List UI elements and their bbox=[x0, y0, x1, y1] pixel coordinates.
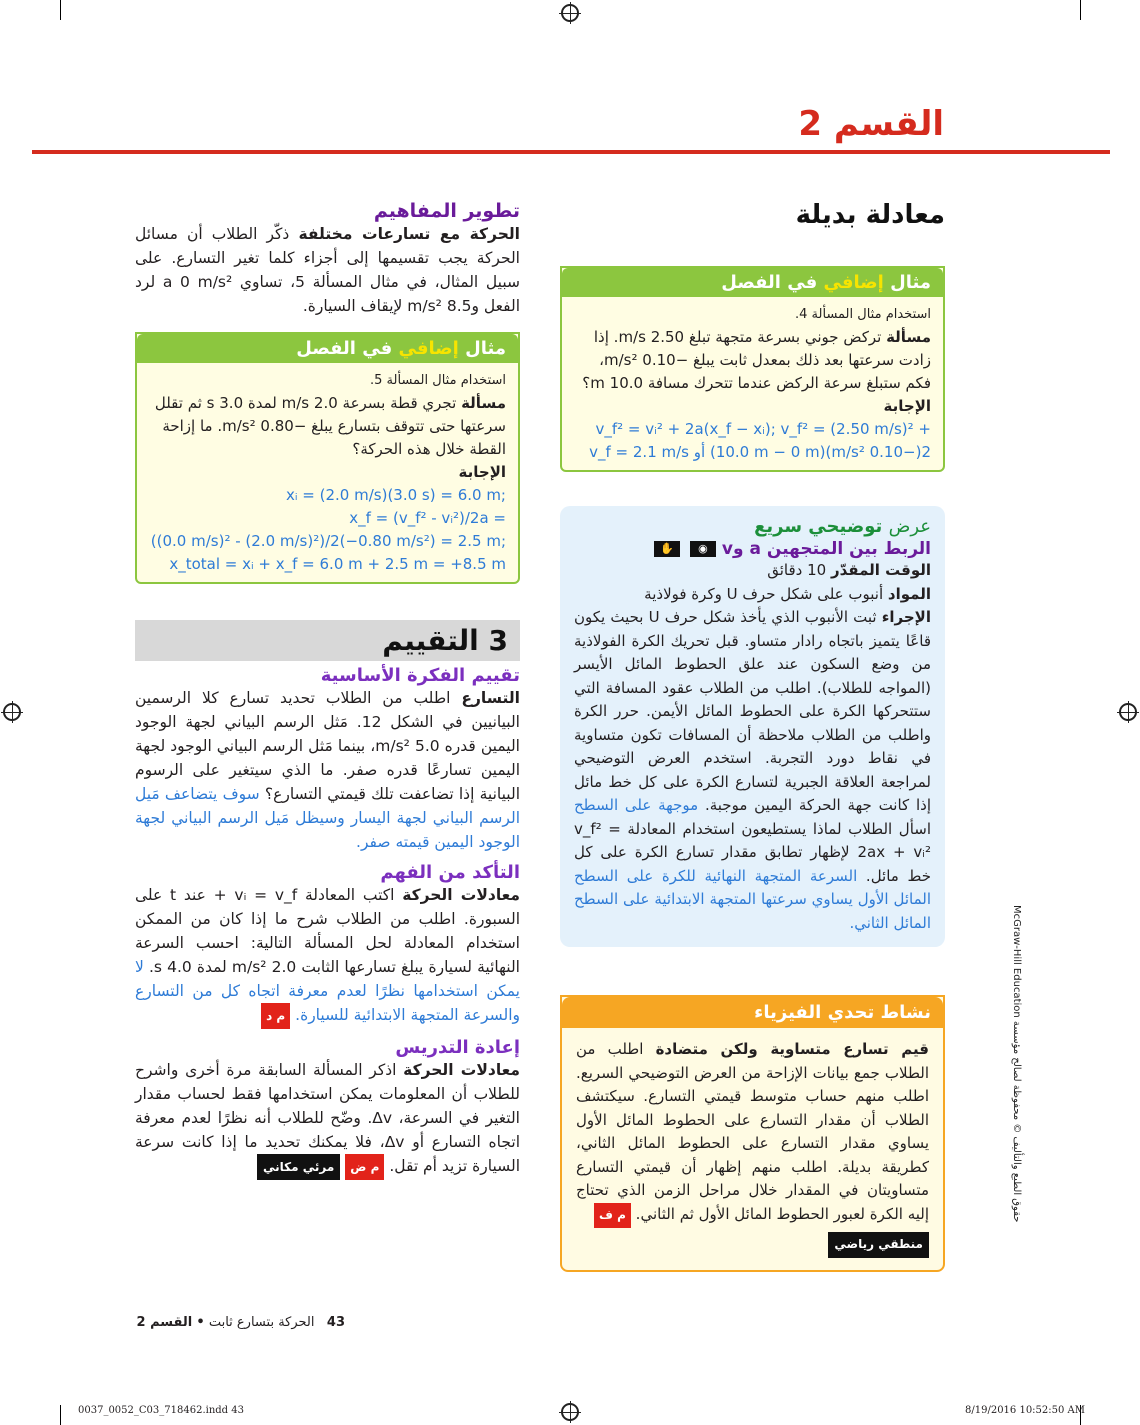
assess-p3-body: اذكر المسألة السابقة مرة أخرى واشرح للطلاب أن المعلومات يمكن استخدامها فقط لحساب مقدار التغير في السرعة، Δv. وضّح للطلاب أنه نظرًا لعدم معرفة اتجاه التسارع أو Δv، فلا يمكنك تحديد ما إذا كانت سرعة السيارة تزيد أم تقل. bbox=[135, 1061, 520, 1175]
tag-logical-math: منطقي رياضي bbox=[828, 1232, 929, 1258]
demo-body bbox=[574, 559, 931, 935]
eye-icon: ◉ bbox=[690, 541, 716, 557]
left-column bbox=[135, 200, 520, 1180]
example-box-body bbox=[137, 363, 518, 582]
chapter-rule bbox=[32, 150, 1110, 154]
demo-materials: أنبوب على شكل حرف U وكرة فولاذية bbox=[644, 584, 884, 603]
tag-md2: م ض bbox=[345, 1154, 384, 1180]
demo-procedure-3: لإظهار تطابق مقدار تسارع الكرة على كل خط مائل. bbox=[574, 843, 932, 885]
file-slug: 0037_0052_C03_718462.indd 43 bbox=[78, 1405, 244, 1416]
answer-line-4: x_total = xᵢ + x_f = 6.0 m + 2.5 m = +8.5 m bbox=[169, 555, 506, 573]
assess-p3-bold: معادلات الحركة bbox=[403, 1061, 520, 1079]
assess-p2-body: اكتب المعادلة vᵢ = v_f + عند t على السبورة. اطلب من الطلاب شرح ما إذا كان من الممكن استخدام المعادلة لحل المسألة التالية: احسب السرعة النهائية لسيارة يبلغ تسارعها الثابت 2.0 m/s² لمدة 4.0 s. bbox=[135, 886, 520, 976]
misconception-bold: الحركة مع تسارعات مختلفة bbox=[298, 225, 520, 243]
demo-time-label: الوقت المقدّر bbox=[830, 561, 931, 579]
example-box-body bbox=[562, 297, 943, 470]
assess-heading-2: التأكد من الفهم bbox=[380, 862, 520, 883]
challenge-body bbox=[562, 1028, 943, 1270]
demo-answer-2: السرعة المتجهة النهائية للكرة على السطح المائل الأول يساوي سرعتها المتجهة الابتدائية على السطح المائل الثاني. bbox=[574, 866, 931, 932]
registration-mark-icon bbox=[561, 1403, 579, 1421]
example-head-pre: مثال bbox=[890, 272, 931, 293]
copyright-sidebar bbox=[1002, 905, 1042, 1265]
section-heading: معادلة بديلة bbox=[795, 200, 945, 230]
demo-materials-label: المواد bbox=[887, 584, 931, 603]
crop-mark bbox=[60, 1405, 61, 1425]
answer-line-1: v_f² = vᵢ² + 2a(x_f − xᵢ); v_f² = (2.50 m/s)² + bbox=[595, 420, 931, 438]
misconception-body: ذكّر الطلاب أن مسائل الحركة يجب تقسيمها إلى أجزاء كلما تغير التسارع. على سبيل المثال، في مثال المسألة 5، تساوي a 0 m/s² لرد الفعل و8.5 m/s² لإيقاف السيارة. bbox=[135, 225, 520, 315]
challenge-text: اطلب من الطلاب جمع بيانات الإزاحة من العرض التوضيحي السريع. اطلب منهم حساب متوسط قيمتي التسارع. سيكتشف الطلاب أن مقدار التسارع على الحطوط المائل الأول يساوي مقدار التسارع على الحطوط المائل الثاني، كطريقة بديلة. اطلب منهم إظهار أن قيمتي التسارع متساويتان في المقدار خلال مراحل الزمن الذي تحتاج إليه الكرة لعبور الحطوط المائل الأول ثم الثاني. bbox=[576, 1040, 929, 1223]
tag-md: م د bbox=[261, 1003, 290, 1029]
chapter-title: القسم 2 bbox=[798, 104, 944, 144]
demo-procedure-2: اسأل الطلاب لماذا يستطيعون استخدام المعادلة bbox=[627, 819, 931, 838]
page-number: 43 bbox=[326, 1315, 345, 1330]
example-box-head bbox=[137, 334, 518, 363]
assess-heading-1: تقييم الفكرة الأساسية bbox=[320, 665, 520, 686]
answer-line-2: 2(−0.10 m/s²)(10.0 m − 0 m) أو v_f = 2.1 m/s bbox=[589, 443, 931, 461]
example-head-accent: إضافي bbox=[398, 338, 459, 359]
assess-paragraph-2 bbox=[135, 883, 520, 1029]
assess-p2-bold: معادلات الحركة bbox=[402, 886, 520, 904]
assess-heading-3: إعادة التدريس bbox=[395, 1037, 520, 1058]
assess-p1-bold: التسارع bbox=[461, 689, 520, 707]
demo-time-value: 10 دقائق bbox=[767, 561, 827, 579]
assess-paragraph-3 bbox=[135, 1058, 520, 1180]
example-box-4 bbox=[560, 266, 945, 472]
example-question: تركض جوني بسرعة متجهة تبلغ 2.50 m/s. إذا زادت سرعتها بعد ذلك بمعدل ثابت يبلغ −0.10 m/s²، فكم ستبلغ سرعة الركض عندما تتحرك مسافة 10.0 m؟ bbox=[582, 328, 931, 392]
assess-section-title: 3 التقييم bbox=[135, 620, 520, 661]
challenge-bold: قيم تسارع متساوية ولكن متضادة bbox=[655, 1040, 929, 1058]
challenge-head: نشاط تحدي الفيزياء bbox=[562, 997, 943, 1028]
assess-p1-answer: سوف يتضاعف مَيل الرسم البياني لجهة اليسار وسيظل مَيل الرسم البياني لجهة الوجود اليمين قيمته صفر. bbox=[135, 785, 520, 851]
demo-answer-1: موجهة على السطح bbox=[574, 796, 699, 814]
registration-mark-icon bbox=[1119, 703, 1137, 721]
assess-p1-body: اطلب من الطلاب تحديد تسارع كلا الرسمين البيانيين في الشكل 12. مَثل الرسم البياني لجهة الوجود اليمين قدره 5.0 m/s²، بينما مَثل الرسم البياني الوجود لجهة اليمين تسارعًا قدره صفر. ما الذي سيتغير على الرسوم البيانية إذا تضاعفت تلك قيمتي التسارع؟ bbox=[135, 689, 520, 803]
example-question-label: مسألة bbox=[461, 394, 506, 412]
example-head-post: في الفصل bbox=[296, 338, 393, 359]
tag-visual-spatial: مرئي مكاني bbox=[257, 1154, 340, 1180]
answer-line-2: x_f = (v_f² - vᵢ²)/2a = bbox=[349, 509, 506, 527]
demo-head-main: توضيحي سريع bbox=[754, 516, 883, 537]
right-column bbox=[560, 200, 945, 1272]
demo-head-pre: عرض bbox=[888, 516, 931, 537]
demo-procedure: ثبت الأنبوب الذي يأخذ شكل حرف U بحيث يكون قاعًا يتميز باتجاه رادار متساو. قبل تحريك الكرة الفولاذية من وضع السكون عند علق الحطوط المائل الأيسر (المواجه للطلاب). اطلب من الطلاب عقود المسافة التي ستتحركها الكرة على الحطوط المائل الأيمن. حرر الكرة واطلب من الطلاب ملاحظة أن المسافات تكون متساوية في نقاط دورد التجربة. استخدم العرض التوضيحي لمراجعة العلاقة الجبرية لتسارع الكرة على كل خط مائل إذا كانت جهة الحركة اليمين موجبة. bbox=[574, 608, 931, 814]
footer-section: القسم 2 bbox=[136, 1315, 193, 1330]
example-head-pre: مثال bbox=[465, 338, 506, 359]
answer-label: الإجابة bbox=[458, 463, 506, 481]
crop-mark bbox=[60, 0, 61, 20]
demo-title-row bbox=[574, 539, 931, 559]
example-head-post: في الفصل bbox=[721, 272, 818, 293]
footer-bullet: • bbox=[196, 1315, 205, 1330]
footer-chapter-title: الحركة بتسارع ثابت bbox=[208, 1315, 315, 1330]
example-head-accent: إضافي bbox=[823, 272, 884, 293]
demo-procedure-label: الإجراء bbox=[881, 608, 931, 626]
example-question: تجري قطة بسرعة 2.0 m/s لمدة 3.0 s ثم تقلل سرعتها حتى تتوقف بتسارع يبلغ −0.80 m/s². ما إزاحة القطة خلال هذه الحركة؟ bbox=[154, 394, 506, 458]
assess-p2-answer: لا يمكن استخدامها نظرًا لعدم معرفة اتجاه كل من التسارع والسرعة المتجهة الابتدائية للسيارة. bbox=[135, 958, 520, 1024]
quick-demo-box bbox=[560, 506, 945, 947]
registration-mark-icon bbox=[561, 4, 579, 22]
demo-title: الربط بين المتجهين a وv bbox=[721, 539, 931, 559]
demo-head bbox=[574, 516, 931, 537]
physics-challenge-box bbox=[560, 995, 945, 1272]
misconception-text bbox=[135, 222, 520, 318]
example-use: استخدام مثال المسألة 5. bbox=[370, 373, 506, 388]
misconception-heading: تطوير المفاهيم bbox=[373, 200, 520, 222]
page-footer bbox=[137, 1315, 345, 1330]
answer-line-3: ((0.0 m/s)² - (2.0 m/s)²)/2(−0.80 m/s²) = 2.5 m; bbox=[150, 532, 506, 550]
date-slug: 8/19/2016 10:52:50 AM bbox=[965, 1405, 1086, 1416]
copyright-text: حقوق الطبع والتأليف © محفوظة لصالح مؤسسة McGraw-Hill Education bbox=[1011, 905, 1022, 1223]
assess-paragraph-1 bbox=[135, 686, 520, 854]
example-box-5 bbox=[135, 332, 520, 584]
demo-equation: v_f² = 2ax + vᵢ² bbox=[574, 819, 931, 861]
example-question-label: مسألة bbox=[886, 328, 931, 346]
crop-mark bbox=[1080, 0, 1081, 20]
hand-icon: ✋ bbox=[654, 541, 680, 557]
answer-line-1: xᵢ = (2.0 m/s)(3.0 s) = 6.0 m; bbox=[285, 486, 506, 504]
registration-mark-icon bbox=[3, 703, 21, 721]
example-box-head bbox=[562, 268, 943, 297]
example-use: استخدام مثال المسألة 4. bbox=[795, 307, 931, 322]
tag-mf: م ف bbox=[594, 1203, 631, 1229]
answer-label: الإجابة bbox=[883, 397, 931, 415]
